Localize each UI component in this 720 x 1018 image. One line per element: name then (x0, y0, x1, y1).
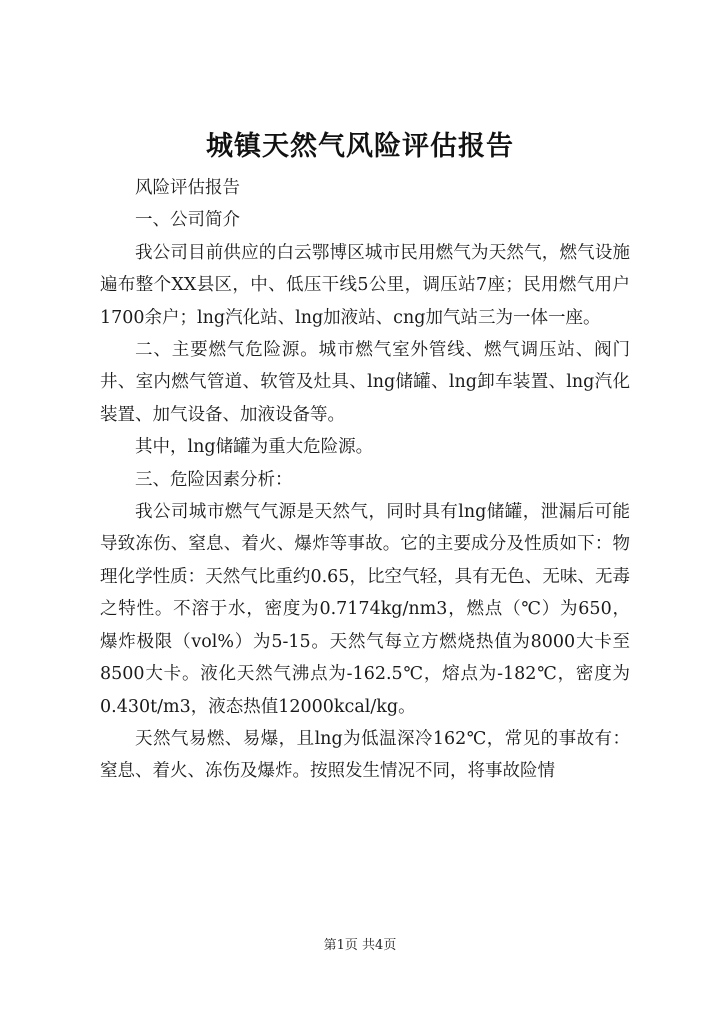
paragraph-gas-properties: 我公司城市燃气气源是天然气，同时具有lng储罐，泄漏后可能导致冻伤、窒息、着火、爆炸等事故。它的主要成分及性质如下：物理化学性质：天然气比重约0.65，比空气轻，具有无色、无味、无毒之特性。不溶于水，密度为0.7174kg/nm3，燃点（℃）为650，爆炸极限（vol%）为5-15。天然气每立方燃烧热值为8000大卡至8500大卡。液化天然气沸点为-162.5℃，熔点为-182℃，密度为0.430t/m3，液态热值12000kcal/kg。 (100, 502, 630, 717)
document-title: 城镇天然气风险评估报告 (206, 131, 514, 162)
page-number-footer: 第1页 共4页 (323, 938, 397, 953)
paragraph-section-1-heading: 一、公司简介 (135, 210, 240, 231)
paragraph-company-intro: 我公司目前供应的白云鄂博区城市民用燃气为天然气，燃气设施遍布整个XX县区，中、低压干线5公里，调压站7座；民用燃气用户1700余户；lng汽化站、lng加液站、cng加气站三为一体一座。 (100, 242, 630, 328)
paragraph-subtitle: 风险评估报告 (135, 178, 240, 198)
paragraph-section-3-heading: 三、危险因素分析： (135, 469, 293, 490)
paragraph-major-hazard: 其中，lng储罐为重大危险源。 (135, 437, 374, 458)
paragraph-hazard-sources: 二、主要燃气危险源。城市燃气室外管线、燃气调压站、阀门井、室内燃气管道、软管及灶具、lng储罐、lng卸车装置、lng汽化装置、加气设备、加液设备等。 (100, 340, 630, 425)
paragraph-accident-types: 天然气易燃、易爆，且lng为低温深冷162℃，常见的事故有：窒息、着火、冻伤及爆炸。按照发生情况不同，将事故险情 (100, 728, 630, 782)
document-body (100, 172, 630, 788)
